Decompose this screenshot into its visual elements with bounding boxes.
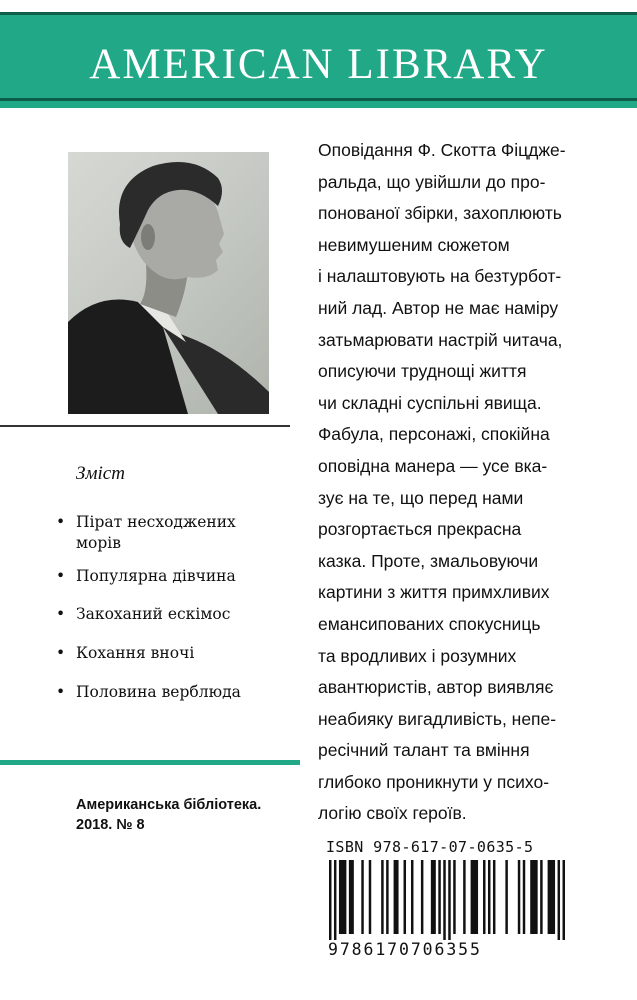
barcode-bar [404, 860, 406, 934]
blurb-line: казка. Проте, змальовуючи [318, 550, 539, 571]
isbn-text: ISBN 978-617-07-0635-5 [326, 838, 534, 856]
toc-item-line: Пірат несходжених [76, 513, 236, 531]
barcode-bar [530, 860, 537, 934]
bullet-icon: • [56, 513, 66, 531]
barcode [329, 860, 565, 940]
blurb-line: описуючи труднощі життя [318, 361, 527, 382]
bullet-icon: • [56, 567, 66, 585]
blurb-line: затьмарювати настрій читача, [318, 329, 563, 350]
barcode-bar [411, 860, 413, 934]
barcode-bar [453, 860, 455, 934]
blurb-line: ресічний талант та вміння [318, 740, 530, 761]
barcode-bar [381, 860, 383, 934]
barcode-bar [558, 860, 560, 940]
barcode-bar [523, 860, 525, 934]
blurb-line: картини з життя примхливих [318, 582, 550, 603]
bullet-icon: • [56, 644, 66, 662]
imprint-series: Американська бібліотека. [76, 797, 262, 813]
barcode-bar [493, 860, 495, 934]
blurb-line: Оповідання Ф. Скотта Фіцдже- [318, 140, 566, 160]
blurb-line: неабияку вигадливість, непе- [318, 708, 557, 729]
toc-item-line: Кохання вночі [76, 644, 195, 662]
blurb-line: чи складні суспільні явища. [318, 392, 542, 413]
barcode-bar [386, 860, 388, 934]
barcode-bar [421, 860, 423, 934]
blurb-line: оповідна манера — усе вка- [318, 455, 548, 476]
imprint [76, 795, 261, 835]
bullet-icon: • [56, 683, 66, 701]
barcode-bar [471, 860, 478, 934]
blurb-line: Фабула, персонажі, спокійна [318, 424, 550, 445]
toc-title: Зміст [76, 463, 125, 484]
toc-item-line: морів [76, 534, 121, 552]
blurb-line: логію своїх героїв. [318, 803, 467, 824]
author-portrait-image [68, 152, 269, 414]
accent-rule [0, 760, 300, 765]
barcode-bar [329, 860, 331, 940]
barcode-bar [438, 860, 440, 934]
toc-item-line: Закоханий ескімос [76, 605, 231, 623]
blurb-line: і налаштовують на безтурбот- [318, 266, 562, 287]
barcode-bar [540, 860, 542, 934]
blurb-line: та вродливих і розумних [318, 645, 517, 666]
toc-item-line: Половина верблюда [76, 683, 241, 701]
barcode-bar [431, 860, 436, 934]
barcode-bar [548, 860, 555, 934]
series-title: AMERICAN LIBRARY [89, 41, 548, 88]
barcode-bar [505, 860, 507, 934]
barcode-bar [361, 860, 363, 934]
blurb-line: глибоко проникнути у психо- [318, 771, 550, 792]
barcode-bar [483, 860, 485, 934]
blurb-line: розгортається прекрасна [318, 519, 522, 540]
barcode-digits: 9786170706355 [328, 940, 482, 959]
blurb-line: авантюристів, автор виявляє [318, 677, 554, 698]
divider-rule [0, 425, 290, 427]
blurb-line: емансипованих спокусниць [318, 613, 541, 634]
blurb-line: ральда, що увійшли до про- [318, 171, 546, 192]
barcode-bar [334, 860, 336, 940]
blurb-line: ний лад. Автор не має наміру [318, 297, 559, 318]
author-portrait [68, 152, 269, 414]
barcode-bar [448, 860, 450, 940]
blurb-line: понованої збірки, захоплюють [318, 203, 562, 224]
barcode-bar [394, 860, 399, 934]
barcode-bar [369, 860, 371, 934]
imprint-issue: 2018. № 8 [76, 817, 145, 833]
barcode-bar [518, 860, 520, 934]
barcode-bar [339, 860, 346, 934]
blurb-line: невимушеним сюжетом [318, 234, 510, 255]
barcode-bar [488, 860, 490, 934]
barcode-bar [463, 860, 465, 934]
blurb-text [318, 135, 623, 830]
bullet-icon: • [56, 605, 66, 623]
toc-item-line: Популярна дівчина [76, 567, 236, 585]
barcode-bar [349, 860, 354, 934]
blurb-line: зує на те, що перед нами [318, 487, 524, 508]
barcode-bar [443, 860, 445, 940]
banner-bottom-line [0, 98, 637, 101]
banner-top-line [0, 12, 637, 15]
barcode-bar [563, 860, 565, 940]
